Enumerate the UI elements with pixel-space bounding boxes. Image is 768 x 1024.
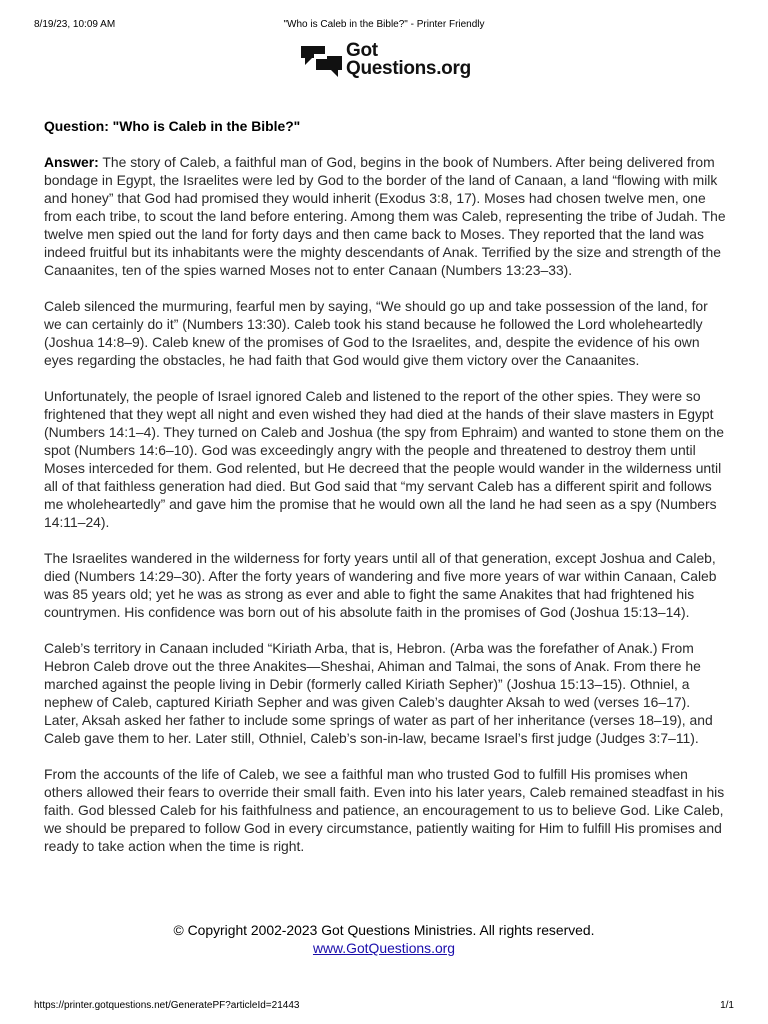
print-url: https://printer.gotquestions.net/GeneratePF?articleId=21443	[34, 1000, 300, 1011]
print-datetime: 8/19/23, 10:09 AM	[34, 19, 116, 30]
logo-line-2: Questions.org	[346, 58, 471, 79]
copyright-footer	[0, 921, 768, 957]
answer-label: Answer:	[44, 154, 99, 170]
paragraph-text: The story of Caleb, a faithful man of God, begins in the book of Numbers. After being delivered from bondage in Egypt, the Israelites were led by God to the border of the land of Canaan, a land “flowing with milk and honey” that God had promised they would inherit (Exodus 3:8, 17). Moses had chosen twelve men, one from each tribe, to scout the land before entering. Among them was Caleb, representing the tribe of Judah. The twelve men spied out the land for forty days and then came back to Moses. They reported that the land was indeed fruitful but its inhabitants were the mighty descendants of Anak. Terrified by the size and strength of the Canaanites, ten of the spies warned Moses not to enter Canaan (Numbers 13:23–33).	[44, 154, 726, 278]
page-number: 1/1	[720, 1000, 734, 1011]
article-paragraph: From the accounts of the life of Caleb, we see a faithful man who trusted God to fulfill His promises when others allowed their fears to override their small faith. Even into his later years, Caleb remained steadfast in his faith. God blessed Caleb for his faithfulness and patience, an encouragement to us to believe God. Like Caleb, we should be prepared to follow God in every circumstance, patiently waiting for Him to fulfill His promises and ready to take action when the time is right.	[44, 766, 725, 854]
speech-bubbles-icon	[300, 44, 344, 78]
article-paragraph	[44, 153, 726, 279]
logo-line-1: Got	[346, 40, 378, 61]
logo-text	[346, 42, 471, 78]
article-content	[44, 117, 726, 873]
article-paragraph: Unfortunately, the people of Israel ignored Caleb and listened to the report of the other spies. They were so frightened that they wept all night and even wished they had died at the hands of their slave masters in Egypt (Numbers 14:1–4). They turned on Caleb and Joshua (the spy from Ephraim) and wanted to stone them on the spot (Numbers 14:6–10). God was exceedingly angry with the people and threatened to destroy them until Moses interceded for them. God relented, but He decreed that the people would wander in the wilderness until all of that faithless generation had died. But God said that “my servant Caleb has a different spirit and follows me wholeheartedly” and gave him the promise that he would own all the land he had seen as a spy (Numbers 14:11–24).	[44, 388, 724, 530]
article-paragraph: Caleb silenced the murmuring, fearful men by saying, “We should go up and take possession of the land, for we can certainly do it” (Numbers 13:30). Caleb took his stand because he followed the Lord wholeheartedly (Joshua 14:8–9). Caleb knew of the promises of God to the Israelites, and, despite the evidence of his own eyes regarding the obstacles, he had faith that God would give them victory over the Canaanites.	[44, 298, 708, 368]
website-link[interactable]: www.GotQuestions.org	[312, 940, 456, 956]
print-title: "Who is Caleb in the Bible?" - Printer Friendly	[283, 19, 485, 30]
gotquestions-logo	[300, 42, 480, 84]
article-paragraph: Caleb’s territory in Canaan included “Kiriath Arba, that is, Hebron. (Arba was the forefather of Anak.) From Hebron Caleb drove out the three Anakites—Sheshai, Ahiman and Talmai, the sons of Anak. From there he marched against the people living in Debir (formerly called Kiriath Sepher)” (Joshua 15:13–15). Othniel, a nephew of Caleb, captured Kiriath Sepher and was given Caleb’s daughter Aksah to wed (verses 16–17). Later, Aksah asked her father to include some springs of water as part of her inheritance (verses 18–19), and Caleb gave them to her. Later still, Othniel, Caleb’s son-in-law, became Israel’s first judge (Judges 3:7–11).	[44, 640, 713, 746]
print-footer	[34, 1000, 734, 1012]
copyright-text: © Copyright 2002-2023 Got Questions Ministries. All rights reserved.	[173, 922, 595, 938]
article-paragraph: The Israelites wandered in the wilderness for forty years until all of that generation, except Joshua and Caleb, died (Numbers 14:29–30). After the forty years of wandering and five more years of war within Canaan, Caleb was 85 years old; yet he was as strong as ever and able to fight the same Anakites that had frightened his countrymen. His confidence was born out of his absolute faith in the promises of God (Joshua 15:13–14).	[44, 550, 717, 620]
print-header	[34, 19, 734, 31]
question-heading: Question: "Who is Caleb in the Bible?"	[44, 118, 301, 134]
